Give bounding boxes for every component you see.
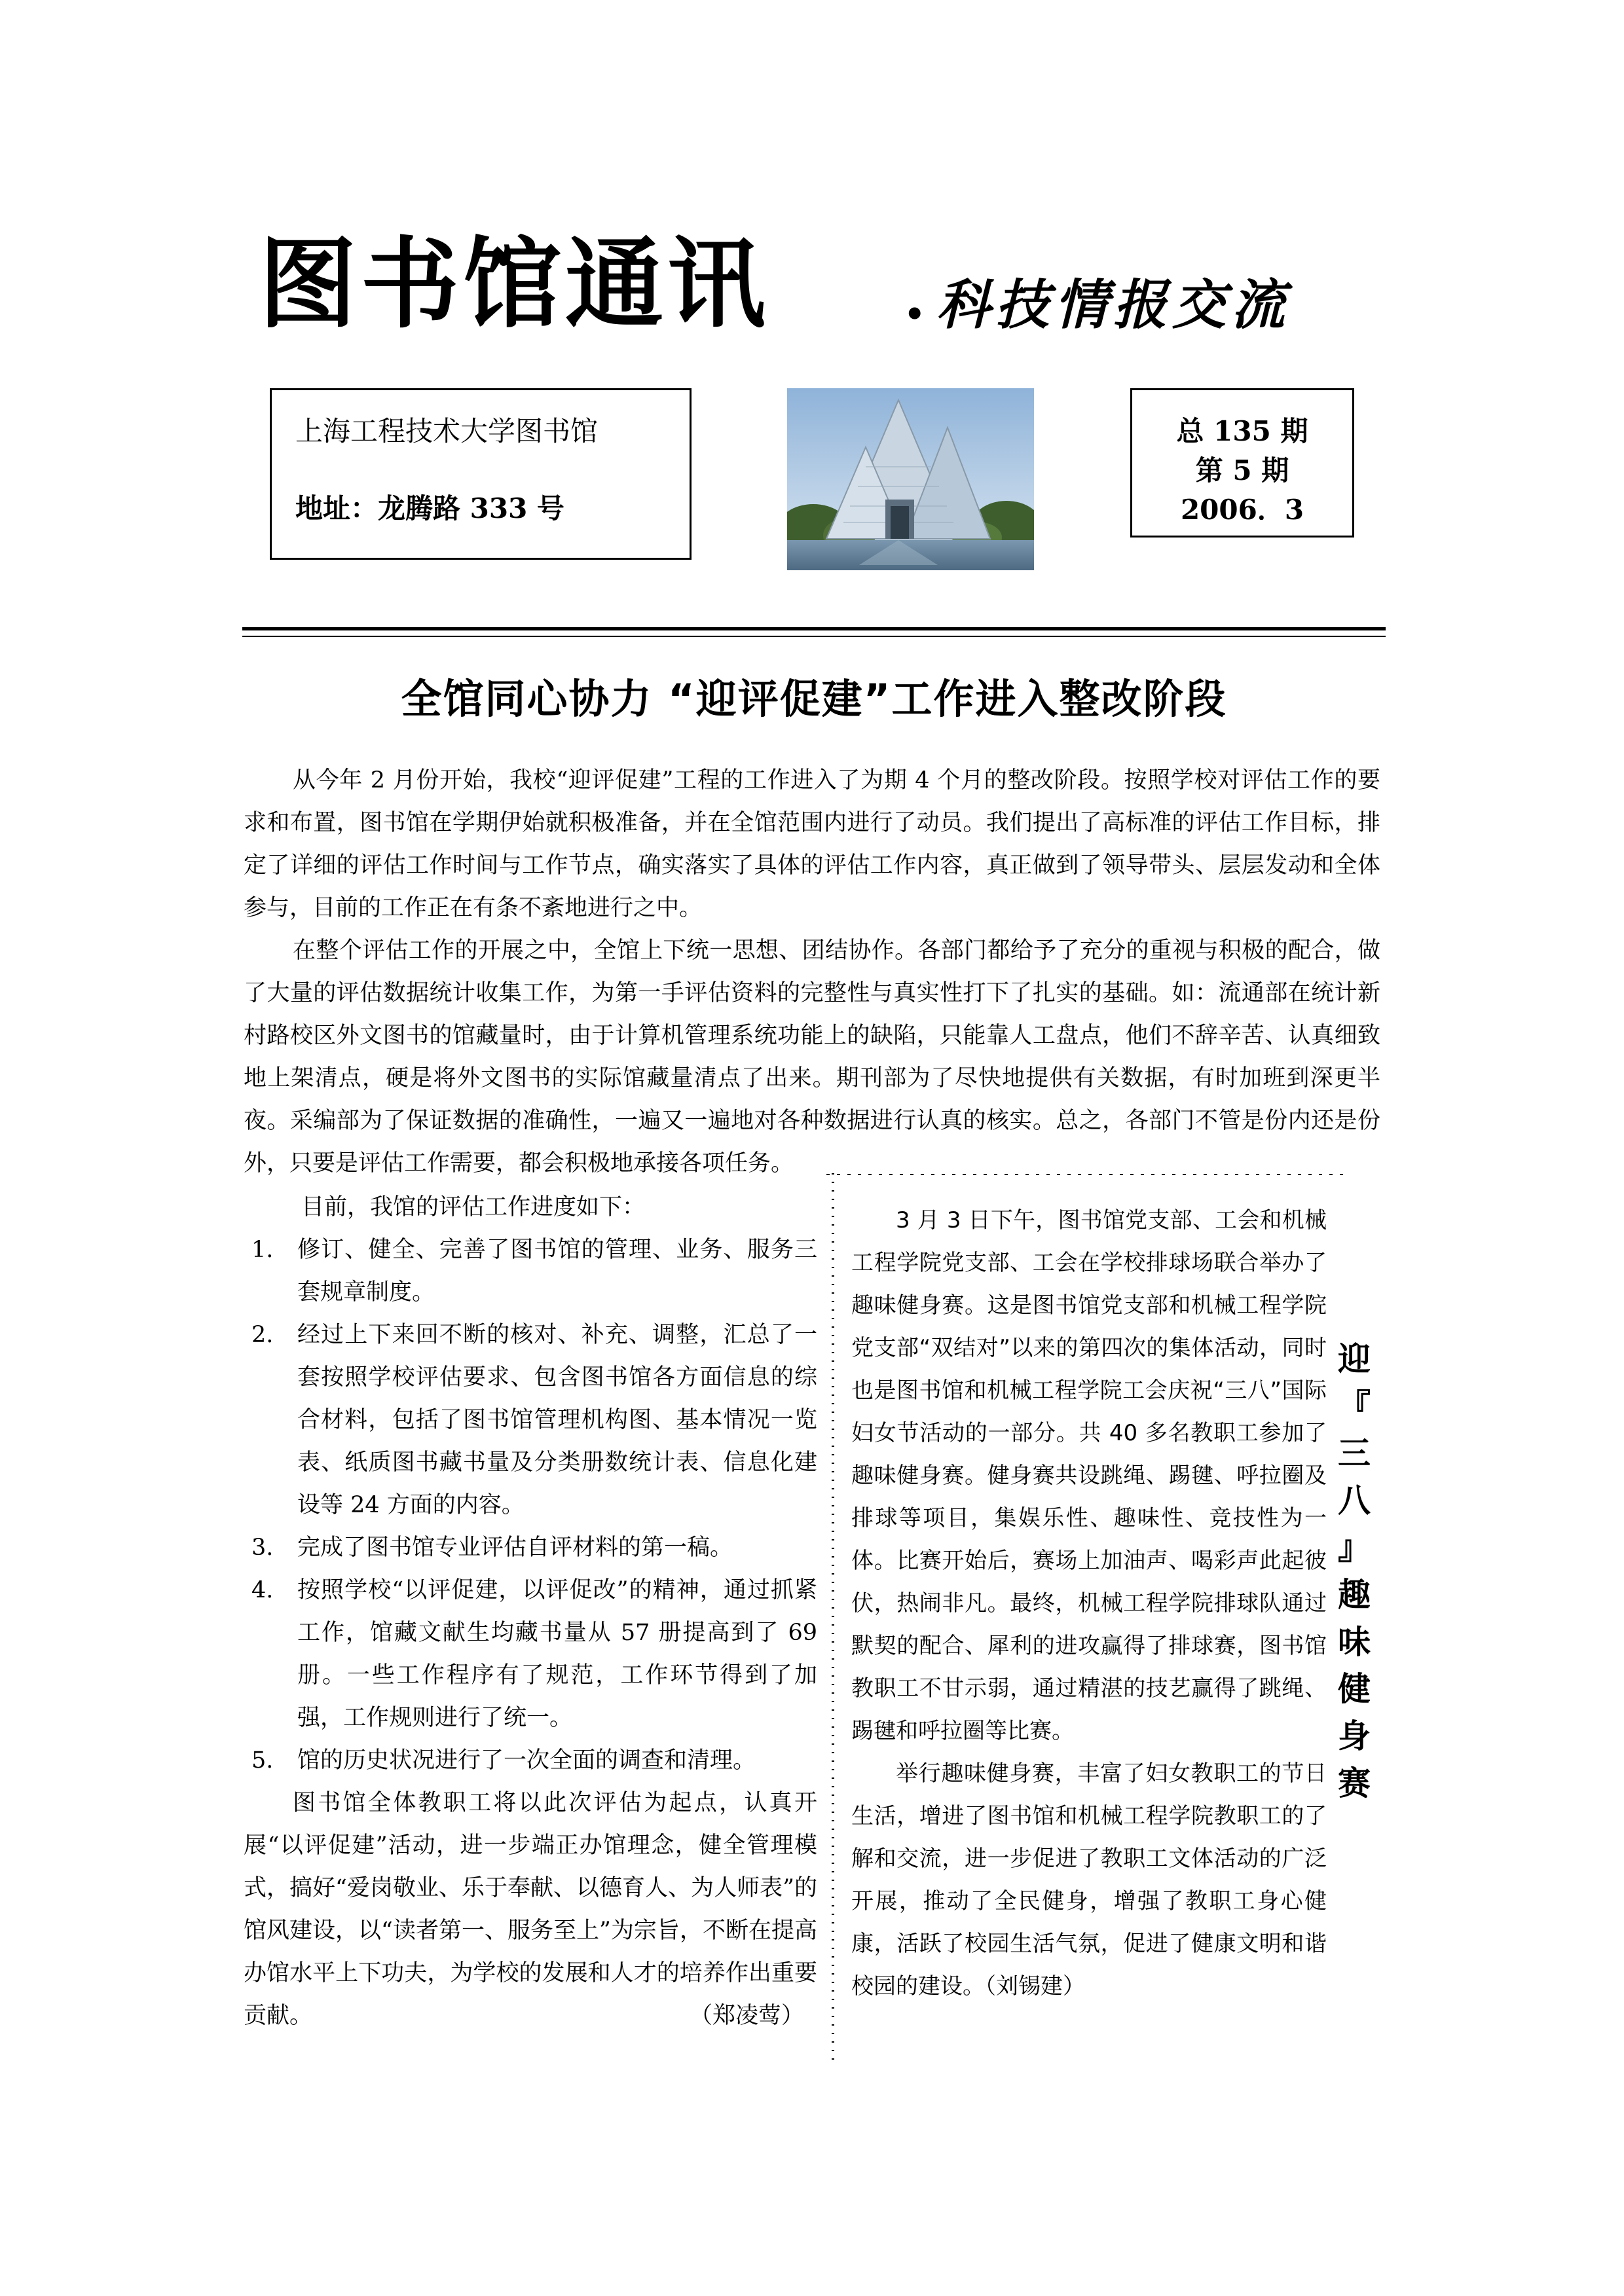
issue-date: 2006．3 [1180, 494, 1304, 526]
vertical-title-char: 八 [1338, 1482, 1371, 1520]
list-item-number: 5. [251, 1747, 274, 1774]
progress-list [244, 1229, 817, 1782]
column-divider [826, 1173, 840, 2064]
list-item-number: 1. [251, 1237, 274, 1263]
header-rule-thin [242, 636, 1386, 637]
library-info-box [270, 388, 692, 560]
list-item-text: 修订、健全、完善了图书馆的管理、业务、服务三套规章制度。 [297, 1237, 817, 1305]
right-column-top-border [826, 1172, 1344, 1177]
list-item-text: 馆的历史状况进行了一次全面的调查和清理。 [297, 1747, 756, 1774]
sports-article-vertical-title [1335, 1336, 1374, 1807]
article-headline: 全馆同心协力 “迎评促建”工作进入整改阶段 [401, 675, 1227, 723]
list-item-number: 2. [251, 1322, 274, 1348]
progress-lead: 目前，我馆的评估工作进度如下： [301, 1194, 646, 1220]
library-address: 地址：龙腾路 333 号 [295, 492, 564, 524]
masthead-dot: . [904, 259, 926, 333]
closing-text: 图书馆全体教职工将以此次评估为起点，认真开展“以评促建”活动，进一步端正办馆理念，健全管理模式，搞好“爱岗敬业、乐于奉献、以德育人、为人师表”的馆风建设，以“读者第一、服务至上”为宗旨，不断在提高办馆水平上下功夫，为学校的发展和人才的培养作出重要贡献。 [244, 1790, 817, 2029]
list-item-text: 完成了图书馆专业评估自评材料的第一稿。 [297, 1535, 733, 1561]
list-item [244, 1314, 817, 1527]
intro-section [244, 759, 1380, 1185]
list-item [244, 1229, 817, 1314]
vertical-title-char: 』 [1338, 1529, 1371, 1567]
vertical-title-char: 健 [1338, 1670, 1371, 1708]
vertical-title-char: 趣 [1338, 1576, 1371, 1614]
header-rule-thick [242, 627, 1386, 630]
masthead-subtitle: 科技情报交流 [936, 274, 1290, 337]
issue-number: 第 5 期 [1195, 454, 1289, 486]
sports-paragraph: 举行趣味健身赛，丰富了妇女教职工的节日生活，增进了图书馆和机械工程学院教职工的了解和交流，进一步促进了教职工文体活动的广泛开展，推动了全民健身，增强了教职工身心健康，活跃了校园生活气氛，促进了健康文明和谐校园的建设。（刘锡建） [851, 1760, 1327, 1999]
list-item [244, 1740, 817, 1782]
intro-paragraph: 在整个评估工作的开展之中，全馆上下统一思想、团结协作。各部门都给予了充分的重视与积极的配合，做了大量的评估数据统计收集工作，为第一手评估资料的完整性与真实性打下了扎实的基础。如：流通部在统计新村路校区外文图书的馆藏量时，由于计算机管理系统功能上的缺陷，只能靠人工盘点，他们不辞辛苦、认真细致地上架清点，硬是将外文图书的实际馆藏量清点了出来。期刊部为了尽快地提供有关数据，有时加班到深更半夜。采编部为了保证数据的准确性，一遍又一遍地对各种数据进行认真的核实。总之，各部门不管是份内还是份外，只要是评估工作需要，都会积极地承接各项任务。 [244, 938, 1380, 1176]
sports-paragraph: 3 月 3 日下午，图书馆党支部、工会和机械工程学院党支部、工会在学校排球场联合举办了趣味健身赛。这是图书馆党支部和机械工程学院党支部“双结对”以来的第四次的集体活动，同时也是图书馆和机械工程学院工会庆祝“三八”国际妇女节活动的一部分。共 40 多名教职工参加了趣味健身赛。健身赛共设跳绳、踢毽、呼拉圈及排球等项目，集娱乐性、趣味性、竞技性为一体。比赛开始后，赛场上加油声、喝彩声此起彼伏，热闹非凡。最终，机械工程学院排球队通过默契的配合、犀利的进攻赢得了排球赛，图书馆教职工不甘示弱，通过精湛的技艺赢得了跳绳、踢毽和呼拉圈等比赛。 [851, 1207, 1327, 1744]
vertical-title-char: 迎 [1338, 1340, 1371, 1378]
progress-section [244, 1186, 817, 2037]
issue-total: 总 135 期 [1176, 415, 1308, 447]
list-item [244, 1569, 817, 1740]
author-signature: （郑凌莺） [689, 2003, 804, 2029]
vertical-title-char: 『 [1338, 1387, 1371, 1425]
list-item [244, 1527, 817, 1569]
library-name: 上海工程技术大学图书馆 [295, 415, 599, 447]
issue-info-box [1130, 388, 1354, 538]
list-item-number: 4. [251, 1577, 274, 1603]
vertical-title-char: 身 [1338, 1717, 1371, 1755]
building-illustration [787, 388, 1034, 570]
masthead-title: 图书馆通讯 [259, 228, 770, 342]
sports-article [851, 1199, 1327, 2008]
list-item-text: 按照学校“以评促建，以评促改”的精神，通过抓紧工作，馆藏文献生均藏书量从 57 册提高到了 69 册。一些工作程序有了规范，工作环节得到了加强，工作规则进行了统一。 [297, 1577, 817, 1731]
vertical-title-char: 味 [1338, 1623, 1371, 1661]
list-item-number: 3. [251, 1535, 274, 1561]
vertical-title-char: 赛 [1338, 1764, 1371, 1802]
intro-paragraph: 从今年 2 月份开始，我校“迎评促建”工程的工作进入了为期 4 个月的整改阶段。按照学校对评估工作的要求和布置，图书馆在学期伊始就积极准备，并在全馆范围内进行了动员。我们提出了高标准的评估工作目标，排定了详细的评估工作时间与工作节点，确实落实了具体的评估工作内容，真正做到了领导带头、层层发动和全体参与，目前的工作正在有条不紊地进行之中。 [244, 767, 1380, 921]
list-item-text: 经过上下来回不断的核对、补充、调整，汇总了一套按照学校评估要求、包含图书馆各方面信息的综合材料，包括了图书馆管理机构图、基本情况一览表、纸质图书藏书量及分类册数统计表、信息化建设等 24 方面的内容。 [297, 1322, 817, 1518]
closing-paragraph [244, 1782, 817, 2037]
library-building-photo [787, 388, 1034, 570]
vertical-title-char: 三 [1338, 1434, 1371, 1472]
